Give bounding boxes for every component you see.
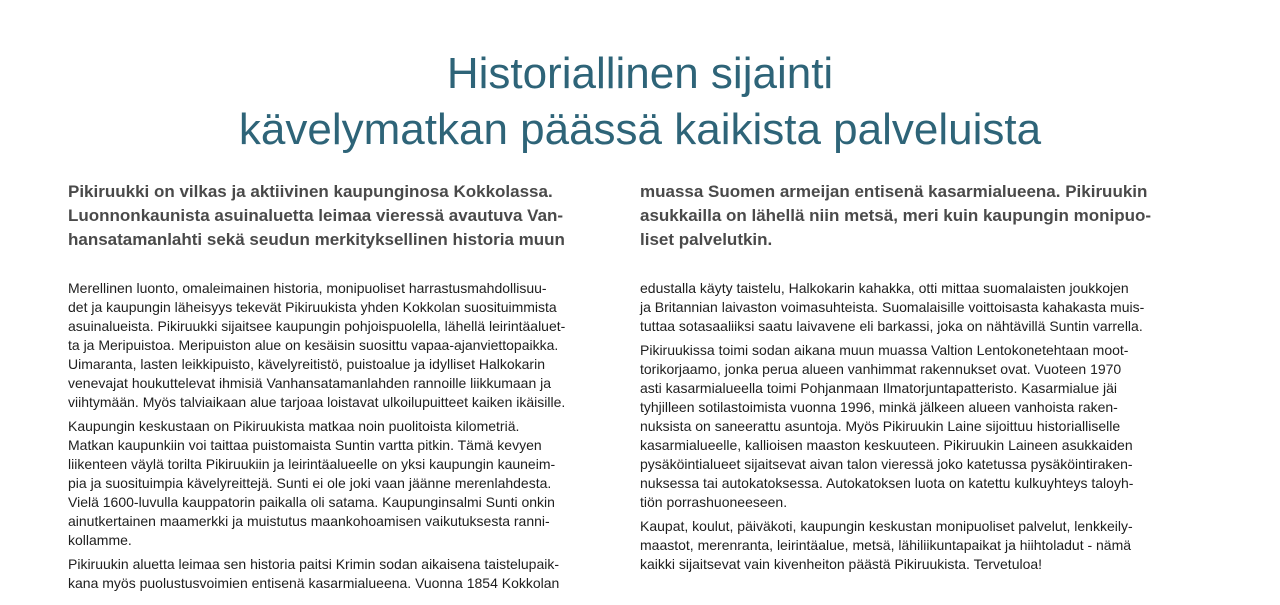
right-column bbox=[640, 180, 1170, 579]
lead-line: Luonnonkaunista asuinaluetta leimaa vieressä avautuva Van- bbox=[68, 206, 564, 225]
text-line: viihtymään. Myös talviaikaan alue tarjoaa loistavat ulkoilupuitteet kaiken ikäisille. bbox=[68, 394, 566, 410]
text-line: Vielä 1600-luvulla kauppatorin paikalla oli satama. Kaupunginsalmi Sunti onkin bbox=[68, 494, 555, 510]
lead-line: hansatamanlahti sekä seudun merkityksellinen historia muun bbox=[68, 230, 565, 249]
text-line: Kaupungin keskustaan on Pikiruukista matkaa noin puolitoista kilometriä. bbox=[68, 418, 520, 434]
body-paragraph-5 bbox=[640, 341, 1170, 512]
text-line: Uimaranta, lasten leikkipuisto, kävelyreitistö, puistoalue ja idylliset Halkokarin bbox=[68, 356, 545, 372]
text-line: pia ja suosituimpia kävelyreittejä. Sunti ei ole joki vaan jäänne merenlahdesta. bbox=[68, 475, 552, 491]
body-paragraph-3 bbox=[68, 555, 598, 593]
page-title bbox=[0, 46, 1280, 158]
body-paragraph-4 bbox=[640, 279, 1170, 336]
text-line: ja Britannian laivaston voimasuhteista. Suomalaisille voittoisasta kahakasta muis- bbox=[640, 299, 1145, 315]
text-line: maastot, merenranta, leirintäalue, metsä, lähiliikuntapaikat ja hiihtoladut - nämä bbox=[640, 537, 1132, 553]
text-line: asti kasarmialueella toimi Pohjanmaan Ilmatorjuntapatteristo. Kasarmialue jäi bbox=[640, 380, 1118, 396]
title-line-1: Historiallinen sijainti bbox=[446, 49, 834, 98]
title-line-2: kävelymatkan päässä kaikista palveluista bbox=[238, 105, 1042, 154]
text-line: kollamme. bbox=[68, 532, 132, 548]
body-paragraph-1 bbox=[68, 279, 598, 412]
text-line: nuksessa tai autokatoksessa. Autokatoksen luota on katettu kulkuyhteys taloyh- bbox=[640, 475, 1134, 491]
lead-paragraph-right bbox=[640, 180, 1170, 279]
text-line: Matkan kaupunkiin voi taittaa puistomaista Suntin vartta pitkin. Tämä kevyen bbox=[68, 437, 542, 453]
text-line: kana myös puolustusvoimien entisenä kasarmialueena. Vuonna 1854 Kokkolan bbox=[68, 575, 560, 591]
body-paragraph-2 bbox=[68, 417, 598, 550]
text-line: Pikiruukissa toimi sodan aikana muun muassa Valtion Lentokonetehtaan moot- bbox=[640, 342, 1129, 358]
text-line: Kaupat, koulut, päiväkoti, kaupungin keskustan monipuoliset palvelut, lenkkeily- bbox=[640, 518, 1133, 534]
body-paragraph-6 bbox=[640, 517, 1170, 574]
text-line: tyhjilleen sotilastoimista vuonna 1996, minkä jälkeen alueen vanhoista raken- bbox=[640, 399, 1118, 415]
text-line: tiön porrashuoneeseen. bbox=[640, 494, 788, 510]
lead-line: muassa Suomen armeijan entisenä kasarmialueena. Pikiruukin bbox=[640, 182, 1148, 201]
text-line: Merellinen luonto, omaleimainen historia, monipuoliset harrastusmahdollisuu- bbox=[68, 280, 547, 296]
lead-paragraph-left bbox=[68, 180, 598, 279]
lead-line: Pikiruukki on vilkas ja aktiivinen kaupunginosa Kokkolassa. bbox=[68, 182, 553, 201]
text-line: pysäköintialueet sijaitsevat aivan talon vieressä joko katetussa pysäköintiraken- bbox=[640, 456, 1133, 472]
text-line: torikorjaamo, jonka perua alueen vanhimmat rakennukset ovat. Vuoteen 1970 bbox=[640, 361, 1122, 377]
text-line: det ja kaupungin läheisyys tekevät Pikiruukista yhden Kokkolan suosituimmista bbox=[68, 299, 557, 315]
text-line: kasarmialueelle, kallioisen maaston keskuuteen. Pikiruukin Laineen asukkaiden bbox=[640, 437, 1133, 453]
text-line: nuksista on saneerattu asuntoja. Myös Pikiruukin Laine sijoittuu historialliselle bbox=[640, 418, 1121, 434]
lead-line: liset palvelutkin. bbox=[640, 230, 773, 249]
text-line: liikenteen väylä torilta Pikiruukiin ja leirintäalueelle on yksi kaupungin kauneim- bbox=[68, 456, 556, 472]
lead-line: asukkailla on lähellä niin metsä, meri kuin kaupungin monipuo- bbox=[640, 206, 1152, 225]
text-line: ta ja Meripuistoa. Meripuiston alue on kesäisin suosittu vapaa-ajanviettopaikka. bbox=[68, 337, 559, 353]
text-line: edustalla käyty taistelu, Halkokarin kahakka, otti mittaa suomalaisten joukkojen bbox=[640, 280, 1129, 296]
text-line: tuttaa sotasaaliiksi saatu laivavene eli barkassi, joka on nähtävillä Suntin varrella. bbox=[640, 318, 1143, 334]
text-line: asuinalueista. Pikiruukki sijaitsee kaupungin pohjoispuolella, lähellä leirintäaluet- bbox=[68, 318, 566, 334]
left-column bbox=[68, 180, 598, 598]
text-line: venevajat houkuttelevat ihmisiä Vanhansatamanlahden rannoille liikkumaan ja bbox=[68, 375, 552, 391]
text-line: kaikki sijaitsevat vain kivenheiton päästä Pikiruukista. Tervetuloa! bbox=[640, 556, 1043, 572]
text-line: Pikiruukin aluetta leimaa sen historia paitsi Krimin sodan aikaisena taistelupaik- bbox=[68, 556, 560, 572]
text-line: ainutkertainen maamerkki ja muistutus maankohoamisen vaikutuksesta ranni- bbox=[68, 513, 550, 529]
